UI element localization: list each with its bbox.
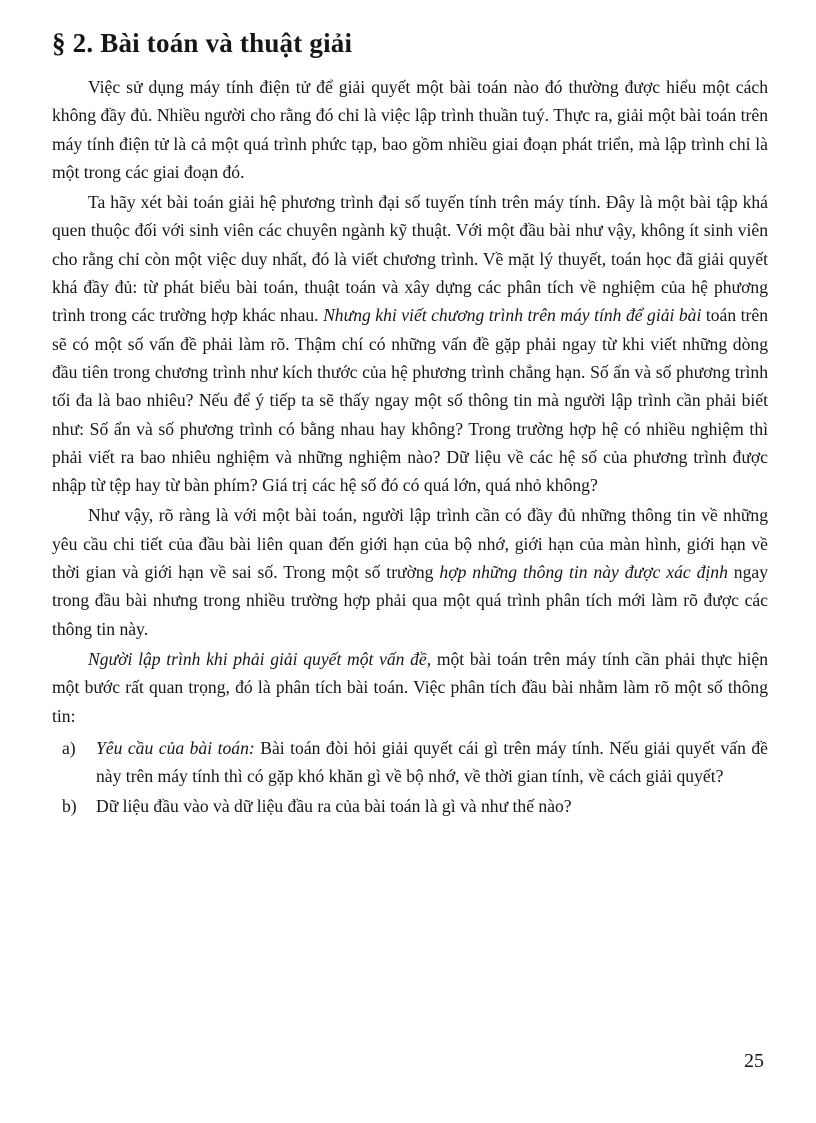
- paragraph-4-emphasis: Người lập trình khi phải giải quyết một vấn đề,: [88, 648, 432, 669]
- paragraph-2-text-a: Ta hãy xét bài toán giải hệ phương trình đại số tuyến tính trên máy tính. Đây là một bài tập khá quen thuộc đối với sinh viên các chuyên ngành kỹ thuật. Với một đầu bài như vậy, không ít sinh viên cho rằng chỉ còn một việc duy nhất, đó là viết chương trình. Về mặt lý thuyết, toán học đã giải quyết khá đầy đủ: từ phát biểu bài toán, thuật toán và xây dựng các phân tích về nghiệm của hệ phương trình trong các trường hợp khác nhau.: [52, 192, 768, 326]
- book-page: [52, 28, 768, 1088]
- paragraph-3-text-b: ngay trong đầu bài nhưng trong nhiều trường hợp phải qua một quá trình phân tích mới làm rõ được các thông tin này.: [52, 562, 768, 639]
- paragraph-2-emphasis: Nhưng khi viết chương trình trên máy tính để giải bài: [323, 305, 702, 326]
- list-marker-a: a): [62, 737, 76, 758]
- analysis-list: [52, 734, 768, 821]
- paragraph-4-text: một bài toán trên máy tính cần phải thực hiện một bước rất quan trọng, đó là phân tích bài toán. Việc phân tích đầu bài nhằm làm rõ một số thông tin:: [52, 648, 768, 726]
- list-item-a-text: Bài toán đòi hỏi giải quyết cái gì trên máy tính. Nếu giải quyết vấn đề này trên máy tính thì có gặp khó khăn gì về bộ nhớ, về thời gian tính, về cách giải quyết?: [96, 737, 768, 787]
- section-title: § 2. Bài toán và thuật giải: [52, 28, 353, 58]
- list-item-b-text: Dữ liệu đầu vào và dữ liệu đầu ra của bài toán là gì và như thế nào?: [96, 796, 572, 817]
- paragraph-3-emphasis: hợp những thông tin này được xác định: [439, 562, 728, 583]
- paragraph-2-text-b: toán trên sẽ có một số vấn đề phải làm rõ. Thậm chí có những vấn đề gặp phải ngay từ khi viết những dòng đầu tiên trong chương trình như kích thước của hệ phương trình chẳng hạn. Số ẩn và số phương trình tối đa là bao nhiêu? Nếu để ý tiếp ta sẽ thấy ngay một số thông tin mà người lập trình cần phải biết như: Số ẩn và số phương trình có bằng nhau hay không? Trong trường hợp hệ có nhiều nghiệm thì phải viết ra bao nhiêu nghiệm và những nghiệm nào? Dữ liệu về các hệ số của phương trình được nhập từ tệp hay từ bàn phím? Giá trị các hệ số đó có quá lớn, quá nhỏ không?: [52, 305, 768, 496]
- paragraph-4: [52, 645, 768, 730]
- paragraph-3: [52, 501, 768, 642]
- paragraph-1-text: Việc sử dụng máy tính điện tử để giải quyết một bài toán nào đó thường được hiểu một cách không đầy đủ. Nhiều người cho rằng đó chỉ là việc lập trình thuần tuý. Thực ra, giải một bài toán trên máy tính điện tử là cả một quá trình phức tạp, bao gồm nhiều giai đoạn phát triển, mà lập trình chỉ là một trong các giai đoạn đó.: [52, 77, 768, 182]
- paragraph-3-text-a: Như vậy, rõ ràng là với một bài toán, người lập trình cần có đầy đủ những thông tin về những yêu cầu chi tiết của đầu bài liên quan đến giới hạn của bộ nhớ, giới hạn của màn hình, giới hạn về thời gian và giới hạn về sai số. Trong một số trường: [52, 505, 768, 583]
- list-item-b: [52, 792, 768, 820]
- paragraph-2: [52, 188, 768, 499]
- list-marker-b: b): [62, 796, 77, 817]
- page-number: 25: [744, 1050, 764, 1072]
- paragraph-1: [52, 73, 768, 186]
- list-item-a-emphasis: Yêu cầu của bài toán:: [96, 737, 255, 758]
- list-item-a: [52, 734, 768, 791]
